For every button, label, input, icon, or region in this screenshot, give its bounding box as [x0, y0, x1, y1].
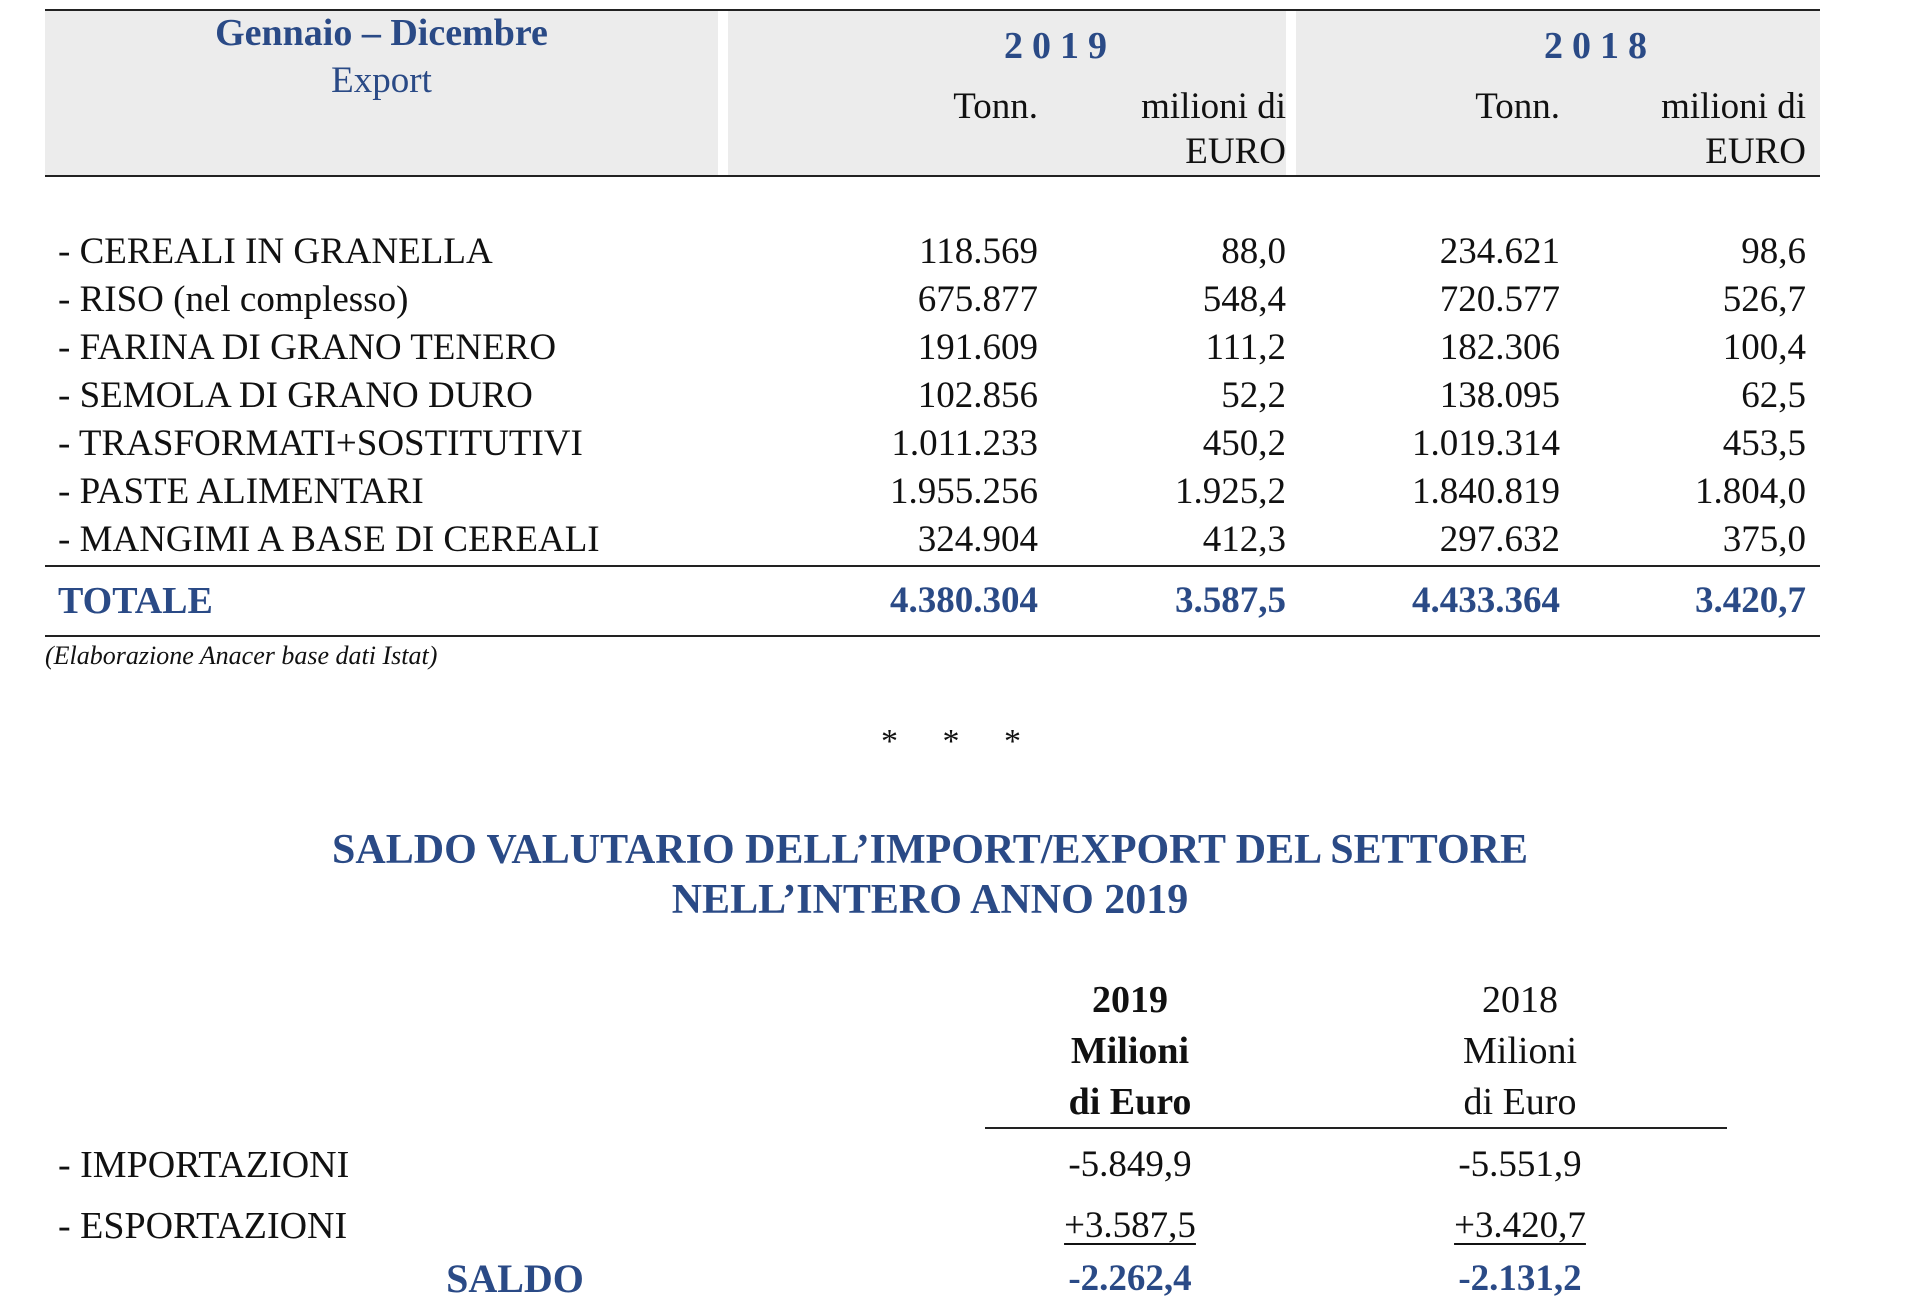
saldo-value-2018: +3.420,7	[1454, 1205, 1586, 1246]
row-label: - CEREALI IN GRANELLA	[58, 231, 493, 272]
row-label: - FARINA DI GRANO TENERO	[58, 327, 557, 368]
cell-eur-2019: 548,4	[1202, 279, 1286, 320]
cell-tonn-2018: 720.577	[1439, 279, 1560, 320]
cell-eur-2019: 450,2	[1202, 423, 1286, 464]
cell-eur-2019: 1.925,2	[1175, 471, 1286, 512]
cell-eur-2019: 88,0	[1221, 231, 1286, 272]
row-label: - TRASFORMATI+SOSTITUTIVI	[58, 423, 583, 464]
row-label: - RISO (nel complesso)	[58, 279, 409, 320]
saldo-col-2018-unit-line2: di Euro	[1463, 1081, 1577, 1123]
saldo-col-2018-year: 2018	[1482, 979, 1558, 1021]
total-tonn-2018: 4.433.364	[1412, 580, 1560, 621]
saldo-result-2018: -2.131,2	[1458, 1258, 1582, 1299]
saldo-value-2018: -5.551,9	[1458, 1144, 1582, 1185]
cell-tonn-2018: 182.306	[1439, 327, 1560, 368]
cell-tonn-2018: 1.019.314	[1412, 423, 1560, 464]
period-heading: Gennaio – Dicembre	[215, 12, 548, 54]
row-label: - SEMOLA DI GRANO DURO	[58, 375, 533, 416]
saldo-result-label: SALDO	[446, 1256, 584, 1301]
saldo-col-2019-unit-line2: di Euro	[1068, 1081, 1192, 1123]
unit-eur-2019-line2: EURO	[1185, 131, 1286, 172]
unit-tonn-2019: Tonn.	[953, 86, 1038, 127]
saldo-value-2019: +3.587,5	[1064, 1205, 1196, 1246]
year-2018-heading: 2018	[1544, 25, 1656, 67]
saldo-header-rule	[985, 1127, 1727, 1129]
saldo-col-2018-unit-line1: Milioni	[1462, 1030, 1578, 1072]
saldo-title-line2: NELL’INTERO ANNO 2019	[671, 877, 1189, 923]
saldo-col-2019-unit-line1: Milioni	[1070, 1030, 1190, 1072]
total-tonn-2019: 4.380.304	[890, 580, 1038, 621]
row-label: - MANGIMI A BASE DI CEREALI	[58, 519, 600, 560]
unit-eur-2018-line2: EURO	[1705, 131, 1806, 172]
saldo-result-2019: -2.262,4	[1068, 1258, 1192, 1299]
unit-tonn-2018: Tonn.	[1475, 86, 1560, 127]
cell-tonn-2019: 118.569	[919, 231, 1038, 272]
cell-tonn-2018: 1.840.819	[1412, 471, 1560, 512]
cell-eur-2018: 98,6	[1741, 231, 1806, 272]
cell-tonn-2018: 138.095	[1439, 375, 1560, 416]
cell-eur-2018: 100,4	[1722, 327, 1806, 368]
table-bottom-rule	[45, 635, 1820, 637]
cell-tonn-2019: 675.877	[917, 279, 1038, 320]
header-band-gap	[718, 11, 728, 175]
row-label: - PASTE ALIMENTARI	[58, 471, 424, 512]
saldo-row-label: - IMPORTAZIONI	[58, 1144, 350, 1186]
header-bottom-rule	[45, 175, 1820, 177]
saldo-title-line1: SALDO VALUTARIO DELL’IMPORT/EXPORT DEL SETTORE	[332, 827, 1528, 873]
saldo-value-2019: -5.849,9	[1068, 1144, 1192, 1185]
unit-eur-2018-line1: milioni di	[1661, 86, 1806, 127]
year-2019-heading: 2019	[1004, 25, 1116, 67]
cell-eur-2018: 526,7	[1722, 279, 1806, 320]
source-note: (Elaborazione Anacer base dati Istat)	[45, 641, 438, 670]
cell-eur-2018: 453,5	[1722, 423, 1806, 464]
cell-tonn-2019: 191.609	[917, 327, 1038, 368]
total-eur-2019: 3.587,5	[1175, 580, 1286, 621]
total-top-rule	[45, 565, 1820, 567]
flow-heading: Export	[331, 60, 432, 101]
total-eur-2018: 3.420,7	[1695, 580, 1806, 621]
cell-tonn-2019: 324.904	[917, 519, 1038, 560]
saldo-col-2019-year: 2019	[1092, 979, 1168, 1021]
cell-eur-2018: 375,0	[1722, 519, 1806, 560]
cell-eur-2019: 111,2	[1205, 327, 1286, 368]
cell-eur-2019: 52,2	[1221, 375, 1286, 416]
cell-tonn-2019: 1.955.256	[890, 471, 1038, 512]
cell-tonn-2019: 1.011.233	[891, 423, 1038, 464]
cell-tonn-2019: 102.856	[917, 375, 1038, 416]
section-separator: * * *	[881, 723, 1039, 760]
cell-eur-2018: 62,5	[1741, 375, 1806, 416]
cell-tonn-2018: 234.621	[1439, 231, 1560, 272]
total-label: TOTALE	[58, 580, 213, 622]
unit-eur-2019-line1: milioni di	[1141, 86, 1286, 127]
cell-eur-2019: 412,3	[1202, 519, 1286, 560]
cell-eur-2018: 1.804,0	[1695, 471, 1806, 512]
cell-tonn-2018: 297.632	[1439, 519, 1560, 560]
saldo-row-label: - ESPORTAZIONI	[58, 1205, 348, 1247]
